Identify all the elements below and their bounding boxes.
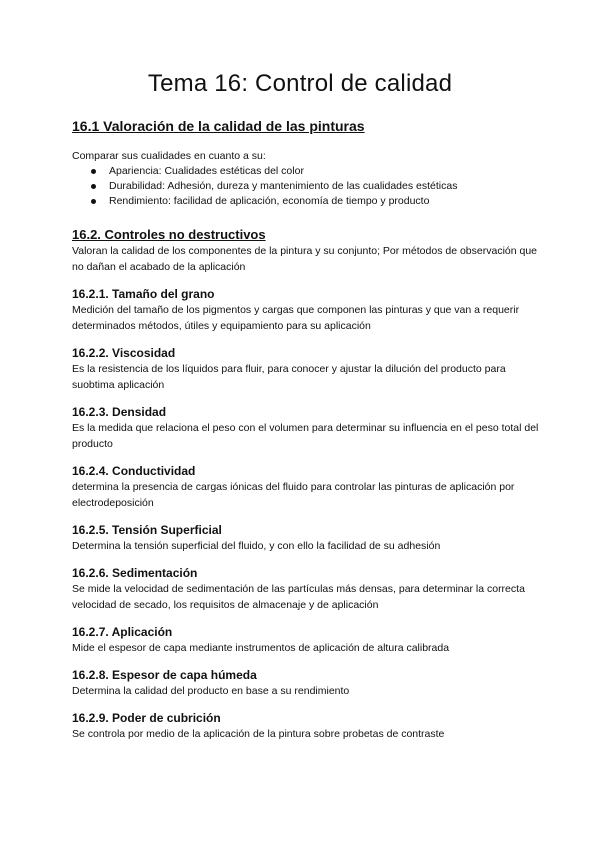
subsection-text: Determina la tensión superficial del fluido, y con ello la facilidad de su adhesión	[72, 540, 441, 552]
subsection-conductividad	[72, 463, 542, 511]
bullet-icon	[91, 199, 96, 204]
document-content	[72, 117, 542, 742]
section-controles	[72, 226, 542, 742]
section-heading: 16.1 Valoración de la calidad de las pinturas	[72, 118, 365, 134]
subsection-text: determina la presencia de cargas iónicas del fluido para controlar las pinturas de aplicación por electrodeposición	[72, 481, 515, 509]
section-valoracion	[72, 117, 542, 209]
subsection-text: Medición del tamaño de los pigmentos y cargas que componen las pinturas y que van a requerir determinados métodos, útiles y equipamiento para su aplicación	[72, 304, 520, 332]
subsection-text: Es la medida que relaciona el peso con el volumen para determinar su influencia en el peso total del producto	[72, 422, 539, 450]
bullet-item	[91, 194, 542, 209]
subsection-aplicacion	[72, 624, 542, 656]
subsection-heading: 16.2.6. Sedimentación	[72, 566, 198, 580]
subsection-heading: 16.2.9. Poder de cubrición	[72, 711, 221, 725]
subsection-densidad	[72, 404, 542, 452]
subsection-tension-superficial	[72, 522, 542, 554]
bullet-text: Durabilidad: Adhesión, dureza y mantenimiento de las cualidades estéticas	[109, 180, 458, 192]
bullet-item	[91, 179, 542, 194]
subsection-text: Se controla por medio de la aplicación de la pintura sobre probetas de contraste	[72, 728, 445, 740]
subsection-tamano-grano	[72, 286, 542, 334]
bullet-list	[72, 164, 542, 209]
bullet-text: Apariencia: Cualidades estéticas del color	[109, 165, 304, 177]
subsection-espesor-capa-humeda	[72, 667, 542, 699]
page-title: Tema 16: Control de calidad	[147, 70, 453, 97]
subsection-heading: 16.2.4. Conductividad	[72, 464, 196, 478]
subsection-poder-cubricion	[72, 710, 542, 742]
subsection-heading: 16.2.3. Densidad	[72, 405, 167, 419]
subsection-sedimentacion	[72, 565, 542, 613]
subsection-heading: 16.2.5. Tensión Superficial	[72, 523, 222, 537]
subsection-text: Se mide la velocidad de sedimentación de las partículas más densas, para determinar la correcta velocidad de secado, los requisitos de almacenaje y de aplicación	[72, 583, 525, 611]
bullet-text: Rendimiento: facilidad de aplicación, economía de tiempo y producto	[109, 195, 430, 207]
section-heading: 16.2. Controles no destructivos	[72, 227, 266, 242]
bullet-icon	[91, 184, 96, 189]
bullet-item	[91, 164, 542, 179]
subsection-heading: 16.2.2. Viscosidad	[72, 346, 176, 360]
subsection-text: Determina la calidad del producto en base a su rendimiento	[72, 685, 350, 697]
subsection-text: Es la resistencia de los líquidos para fluir, para conocer y ajustar la dilución del producto para suobtima aplicación	[72, 363, 506, 391]
bullet-icon	[91, 169, 96, 174]
subsection-viscosidad	[72, 345, 542, 393]
subsection-heading: 16.2.7. Aplicación	[72, 625, 173, 639]
subsection-text: Mide el espesor de capa mediante instrumentos de aplicación de altura calibrada	[72, 642, 450, 654]
section-description: Valoran la calidad de los componentes de la pintura y su conjunto; Por métodos de observación que no dañan el acabado de la aplicación	[72, 245, 538, 273]
section-intro: Comparar sus cualidades en cuanto a su:	[72, 150, 266, 162]
subsection-heading: 16.2.1. Tamaño del grano	[72, 287, 215, 301]
subsection-heading: 16.2.8. Espesor de capa húmeda	[72, 668, 257, 682]
